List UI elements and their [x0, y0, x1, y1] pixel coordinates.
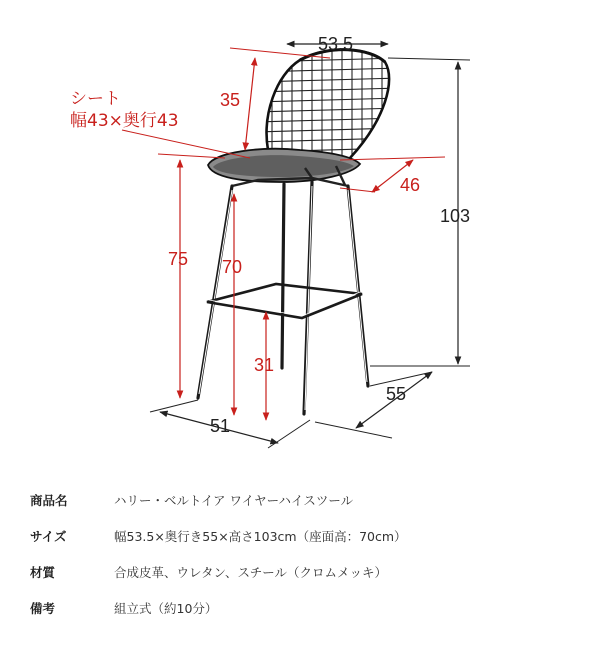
dim-seat-depth: 46	[400, 175, 421, 195]
spec-value: 幅53.5×奥行き55×高さ103cm（座面高：70cm）	[114, 529, 407, 544]
spec-row-name	[30, 482, 590, 518]
dim-seat-height-75: 75	[168, 249, 189, 269]
dim-base-width: 51	[210, 416, 231, 436]
spec-table	[30, 482, 590, 626]
dim-total-width: 53.5	[318, 34, 354, 54]
spec-row-size	[30, 518, 590, 554]
spec-value: 組立式（約10分）	[114, 601, 218, 616]
spec-value: 合成皮革、ウレタン、スチール（クロムメッキ）	[114, 565, 388, 580]
spec-label: サイズ	[30, 529, 67, 544]
spec-row-material	[30, 554, 590, 590]
seat-note-title: シート	[70, 89, 121, 109]
red-dimensions	[70, 48, 445, 420]
dim-total-height: 103	[440, 206, 471, 226]
spec-value: ハリー・ベルトイア ワイヤーハイスツール	[114, 493, 354, 508]
dim-base-depth: 55	[386, 384, 407, 404]
dim-footrest-height: 31	[254, 355, 275, 375]
spec-label: 商品名	[30, 493, 68, 508]
spec-row-notes	[30, 590, 590, 626]
spec-label: 備考	[30, 601, 56, 616]
dim-seat-height-70: 70	[222, 257, 243, 277]
spec-label: 材質	[30, 565, 56, 580]
seat-note-size: 幅43×奥行43	[70, 111, 179, 131]
dim-back-height: 35	[219, 90, 240, 110]
